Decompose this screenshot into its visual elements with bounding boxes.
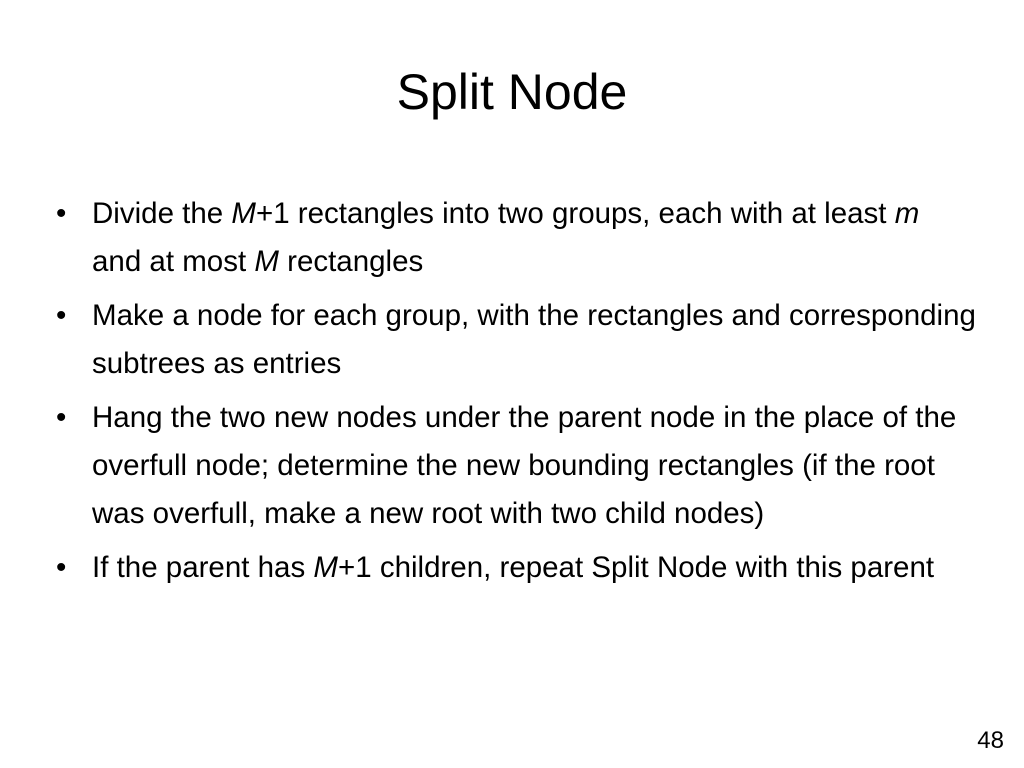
bullet-list [56, 190, 976, 598]
bullet-item [56, 544, 976, 592]
bullet-text-segment: Hang the two new nodes under the parent node in the place of the overfull node; determine the new bounding rectangles (if the root was overfull, make a new root with two child nodes) [92, 401, 957, 530]
bullet-text-segment-italic: M [231, 197, 256, 230]
slide-title: Split Node [396, 64, 628, 120]
bullet-text [92, 551, 934, 584]
page-number: 48 [977, 727, 1004, 754]
bullet-text-segment: Make a node for each group, with the rectangles and corresponding subtrees as entries [92, 299, 976, 380]
bullet-text-segment: Divide the [92, 197, 232, 230]
bullet-text [92, 197, 919, 278]
bullet-marker: • [56, 197, 67, 230]
bullet-text-segment: and at most [92, 245, 255, 278]
bullet-text-segment: +1 children, repeat Split Node with this parent [337, 551, 935, 584]
bullet-item [56, 394, 976, 538]
bullet-text-segment: If the parent has [92, 551, 314, 584]
bullet-text-segment-italic: m [894, 197, 920, 230]
bullet-text-segment-italic: M [254, 245, 279, 278]
bullet-text-segment: rectangles [278, 245, 424, 278]
bullet-text [92, 401, 956, 530]
bullet-text [92, 299, 976, 380]
bullet-text-segment-italic: M [313, 551, 338, 584]
bullet-item [56, 292, 976, 388]
bullet-marker: • [56, 299, 67, 332]
bullet-text-segment: +1 rectangles into two groups, each with at least [255, 197, 895, 230]
bullet-marker: • [56, 401, 67, 434]
bullet-item [56, 190, 976, 286]
bullet-marker: • [56, 551, 67, 584]
